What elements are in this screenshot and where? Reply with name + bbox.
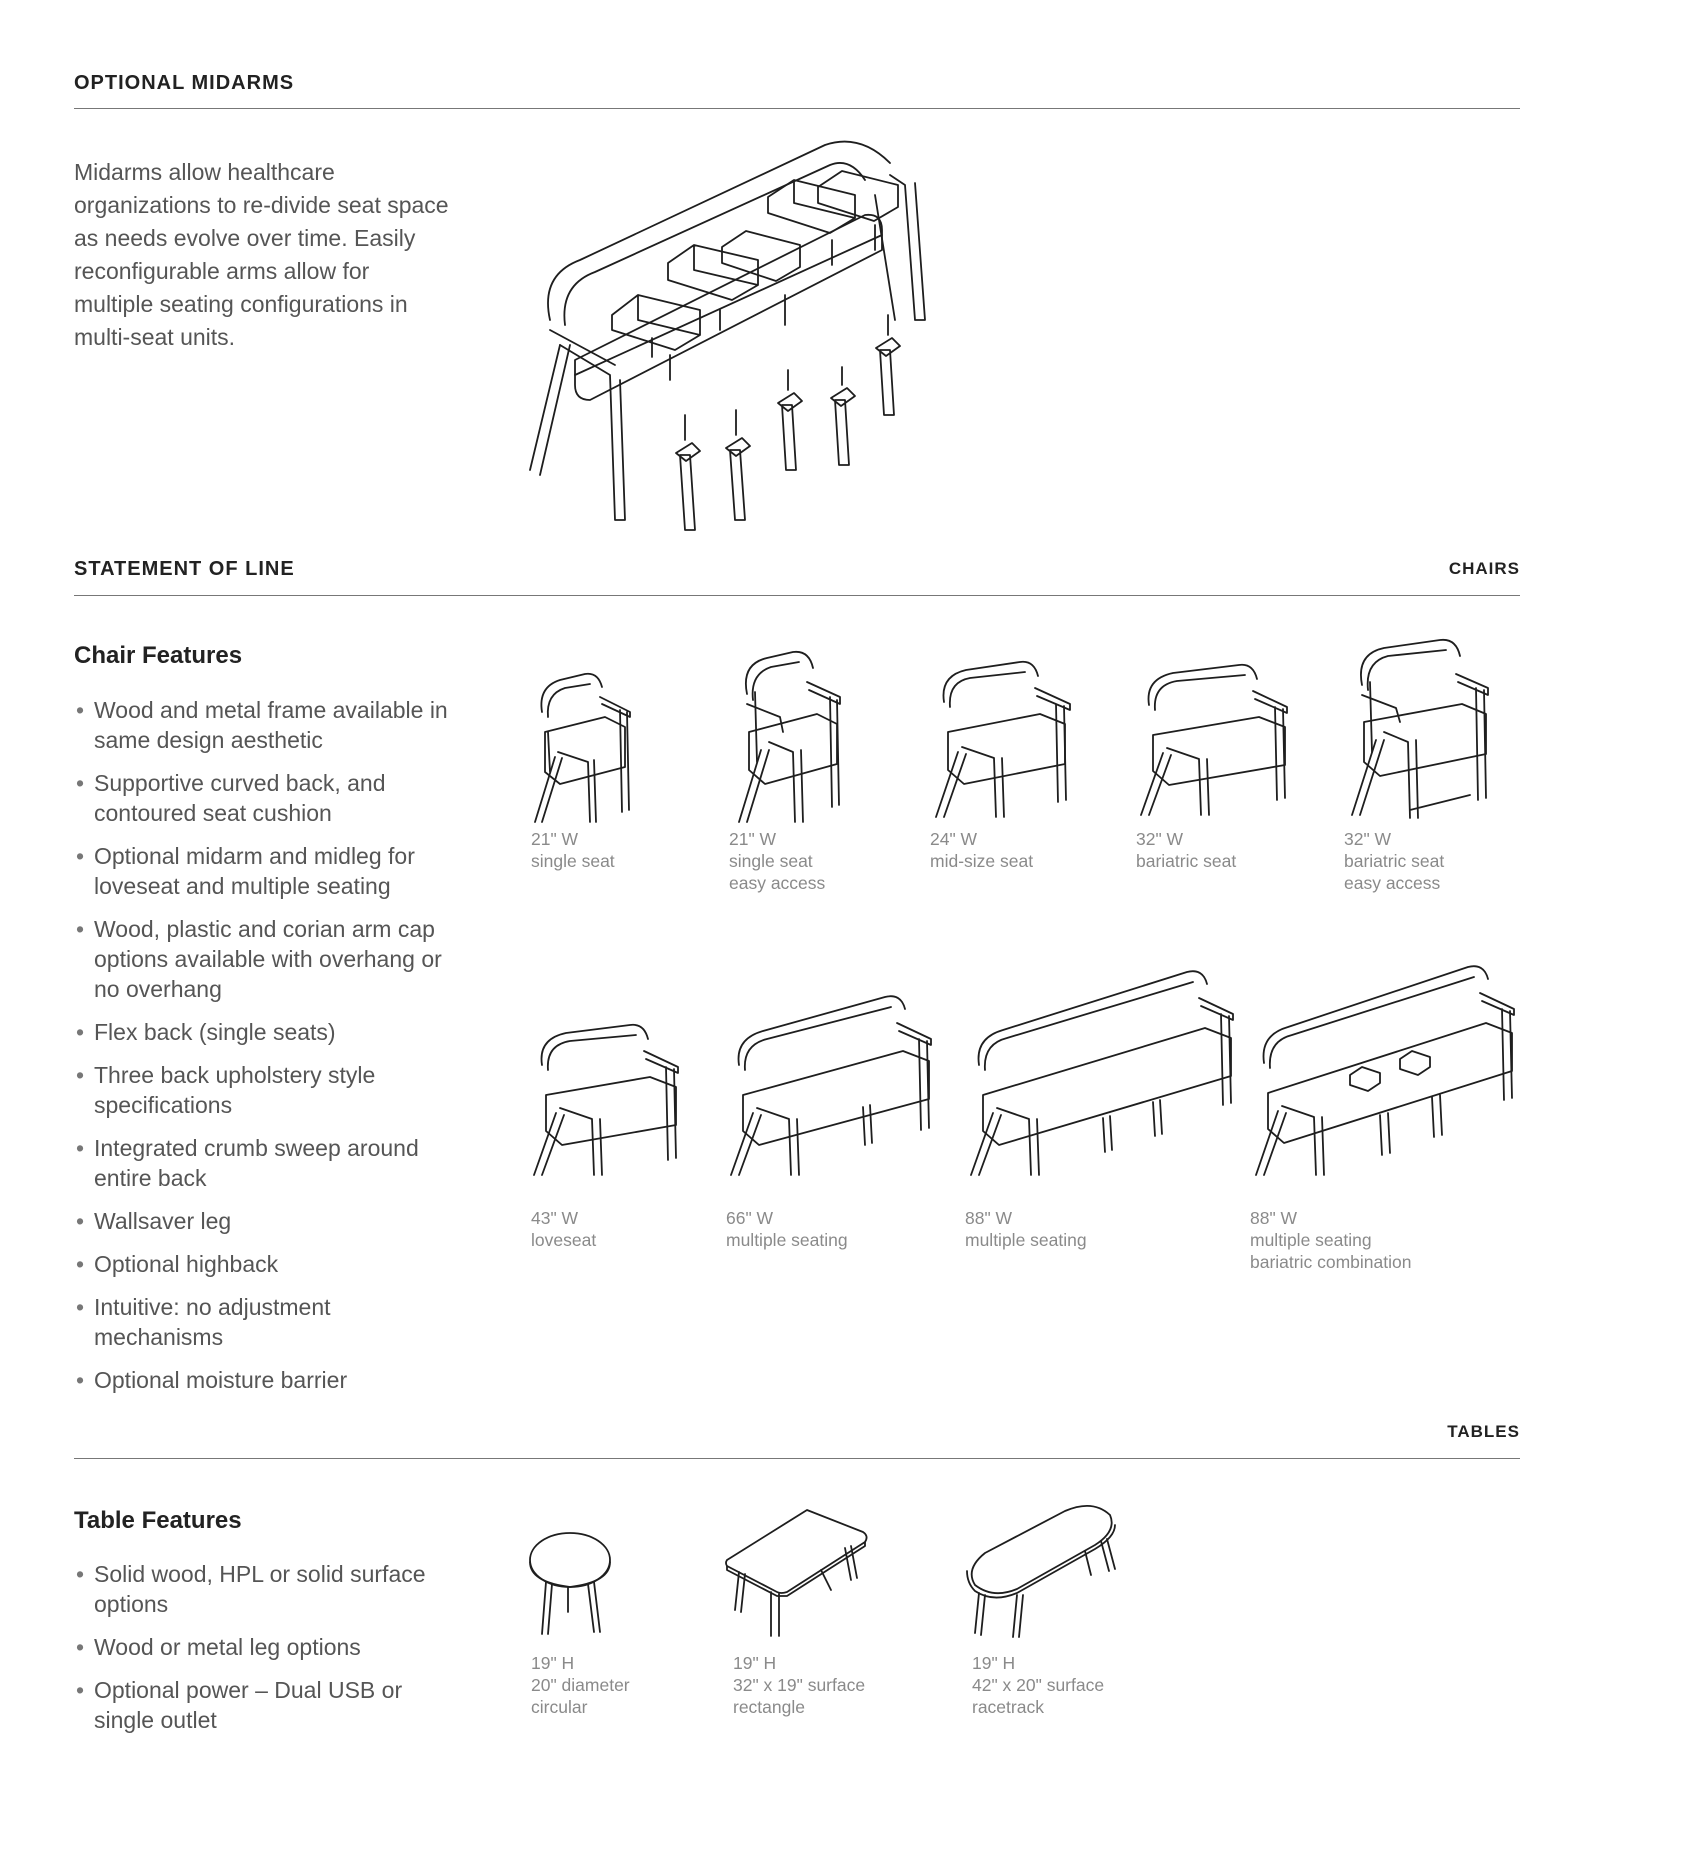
list-item: • Integrated crumb sweep around entire back: [74, 1133, 464, 1193]
chair-easy-access-illustration: [725, 652, 865, 822]
list-item: • Intuitive: no adjustment mechanisms: [74, 1292, 464, 1352]
chair-bariatric-easy-access-illustration: [1340, 640, 1490, 820]
chair-features-title: Chair Features: [74, 642, 243, 669]
exploded-midarm-sofa-illustration: [520, 135, 980, 535]
list-item: • Flex back (single seats): [74, 1017, 464, 1047]
multiple-seating-88-illustration: [965, 970, 1240, 1175]
multiple-seating-bariatric-combination-illustration: [1250, 965, 1520, 1175]
list-item: • Wood or metal leg options: [74, 1632, 464, 1662]
circular-table-illustration: [528, 1532, 618, 1637]
chair-caption: 24" W mid-size seat: [930, 829, 1034, 871]
rectangle-table-illustration: [725, 1508, 870, 1638]
chair-single-seat-illustration: [530, 672, 650, 822]
midarms-description: Midarms allow healthcare organizations to re-divide seat space as needs evolve over time. Easily reconfigurable arms allow for multiple seating configurations in multi-seat units.: [74, 159, 449, 350]
chair-caption: 43" W loveseat: [531, 1208, 597, 1250]
table-caption: 19" H 42" x 20" surface racetrack: [972, 1653, 1105, 1717]
chair-caption: 21" W single seat: [531, 829, 615, 871]
loveseat-illustration: [530, 1025, 690, 1175]
list-item: • Wood and metal frame available in same design aesthetic: [74, 695, 464, 755]
list-item: • Solid wood, HPL or solid surface options: [74, 1559, 464, 1619]
table-features-list: [74, 1559, 464, 1748]
chairs-label: CHAIRS: [1448, 559, 1520, 578]
list-item: • Optional midarm and midleg for loveseat and multiple seating: [74, 841, 464, 901]
tables-divider: [74, 1458, 1520, 1459]
chair-caption: 21" W single seat easy access: [729, 829, 826, 893]
midarms-section-title: OPTIONAL MIDARMS: [74, 72, 295, 94]
chair-caption: 88" W multiple seating: [965, 1208, 1087, 1250]
list-item: • Supportive curved back, and contoured seat cushion: [74, 768, 464, 828]
chair-features-list: [74, 695, 464, 1408]
racetrack-table-illustration: [965, 1503, 1120, 1638]
list-item: • Three back upholstery style specifications: [74, 1060, 464, 1120]
list-item: • Wallsaver leg: [74, 1206, 464, 1236]
chair-caption: 66" W multiple seating: [726, 1208, 848, 1250]
chair-caption: 88" W multiple seating bariatric combination: [1250, 1208, 1412, 1272]
list-item: • Wood, plastic and corian arm cap options available with overhang or no overhang: [74, 914, 464, 1004]
list-item: • Optional highback: [74, 1249, 464, 1279]
list-item: • Optional power – Dual USB or single outlet: [74, 1675, 464, 1735]
chair-mid-size-seat-illustration: [930, 662, 1080, 817]
midarms-divider: [74, 108, 1520, 109]
table-caption: 19" H 20" diameter circular: [531, 1653, 630, 1717]
chair-bariatric-seat-illustration: [1135, 665, 1295, 815]
multiple-seating-66-illustration: [725, 995, 940, 1175]
statement-section-title: STATEMENT OF LINE: [74, 558, 295, 580]
tables-label: TABLES: [1447, 1422, 1520, 1441]
statement-divider: [74, 595, 1520, 596]
chair-caption: 32" W bariatric seat easy access: [1344, 829, 1445, 893]
chair-caption: 32" W bariatric seat: [1136, 829, 1237, 871]
list-item: • Optional moisture barrier: [74, 1365, 464, 1395]
table-features-title: Table Features: [74, 1507, 242, 1534]
table-caption: 19" H 32" x 19" surface rectangle: [733, 1653, 866, 1717]
